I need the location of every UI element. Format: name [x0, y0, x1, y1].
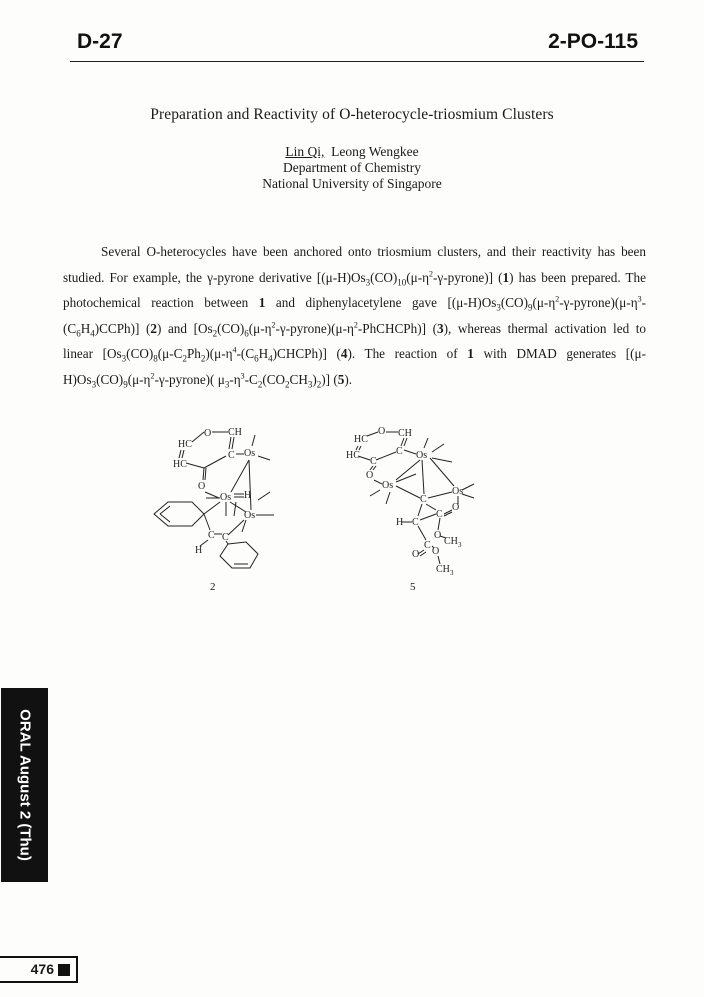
structure-2-diagram	[148, 420, 288, 577]
svg-text:O: O	[198, 481, 206, 492]
svg-text:CH: CH	[398, 428, 412, 439]
svg-text:HC: HC	[178, 439, 192, 450]
svg-text:O: O	[432, 546, 440, 557]
svg-text:C: C	[424, 540, 431, 551]
svg-text:O: O	[434, 530, 442, 541]
svg-text:Os: Os	[220, 492, 232, 503]
structure-2-label: 2	[210, 581, 216, 593]
svg-text:O: O	[204, 428, 212, 439]
university: National University of Singapore	[262, 176, 442, 191]
svg-text:C: C	[222, 532, 229, 543]
svg-text:Os: Os	[452, 486, 464, 497]
svg-text:Os: Os	[382, 480, 394, 491]
session-side-tab	[1, 688, 48, 882]
page-number-box	[0, 956, 78, 983]
page-number: 476	[30, 961, 54, 977]
svg-text:C: C	[412, 517, 419, 528]
svg-text:H: H	[195, 545, 203, 556]
abstract-body	[63, 239, 646, 393]
structure-5-label: 5	[410, 581, 416, 593]
session-label: ORAL August 2 (Thu)	[16, 709, 33, 861]
svg-text:C: C	[208, 530, 215, 541]
svg-text:O: O	[412, 549, 420, 560]
department: Department of Chemistry	[283, 160, 421, 175]
author-line	[0, 144, 704, 160]
svg-text:3: 3	[458, 541, 462, 549]
svg-text:O: O	[378, 426, 386, 437]
svg-text:C: C	[370, 456, 377, 467]
structure-5-diagram	[340, 420, 490, 585]
svg-text:C: C	[436, 509, 443, 520]
svg-text:CH: CH	[228, 427, 242, 438]
svg-text:O: O	[366, 470, 374, 481]
co-author: Leong Wengkee	[331, 144, 419, 159]
paper-title: Preparation and Reactivity of O-heterocycle-triosmium Clusters	[150, 106, 554, 123]
svg-text:Os: Os	[244, 448, 256, 459]
svg-text:H: H	[396, 517, 404, 528]
svg-text:Os: Os	[416, 450, 428, 461]
svg-text:HC: HC	[173, 459, 187, 470]
svg-text:C: C	[228, 450, 235, 461]
svg-text:H: H	[244, 490, 252, 501]
svg-text:O: O	[452, 502, 460, 513]
header-rule	[70, 61, 644, 62]
svg-text:CH: CH	[444, 536, 458, 547]
svg-text:C: C	[420, 494, 427, 505]
page-marker-square	[58, 964, 70, 976]
author-block	[0, 144, 704, 192]
svg-text:C: C	[396, 446, 403, 457]
svg-text:CH: CH	[436, 564, 450, 575]
poster-code: 2-PO-115	[548, 30, 638, 53]
presenting-author: Lin Qi,	[285, 144, 325, 159]
svg-text:HC: HC	[346, 450, 360, 461]
svg-text:Os: Os	[244, 510, 256, 521]
svg-text:HC: HC	[354, 434, 368, 445]
abstract-paragraph: Several O-heterocycles have been anchored onto triosmium clusters, and their reactivity has been studied. For example, the γ-pyrone derivative $[(\mu-H)Os_3(CO)_{10}(\mu-\eta^2-\gamma-pyrone)]$ (1) has been prepared. The photochemical reaction between 1 and diphenylacetylene gave $[(\mu-H)Os_3(CO)_9(\mu-\eta^2-\gamma-pyrone)(\mu-\eta^3-(C_6H_4)CCPh)]$ (2) and $[Os_2(CO)_6(\mu-\eta^2-\gamma-pyrone)(\mu-\eta^2-PhCHCPh)]$ (3), whereas thermal activation led to linear $[Os_3(CO)_8(\mu-C_2Ph_2)(\mu-\eta^4-(C_6H_4)CHCPh)]$ (4). The reaction of 1 with DMAD generates [$(\mu-H)Os_3(CO)_9(\mu-\eta^2-\gamma-pyrone)$( $\mu_3-\eta^3-C_2(CO_2CH_3)_2$)] (5).	[63, 244, 647, 390]
svg-text:3: 3	[450, 569, 454, 577]
abstract-code: D-27	[77, 30, 123, 53]
